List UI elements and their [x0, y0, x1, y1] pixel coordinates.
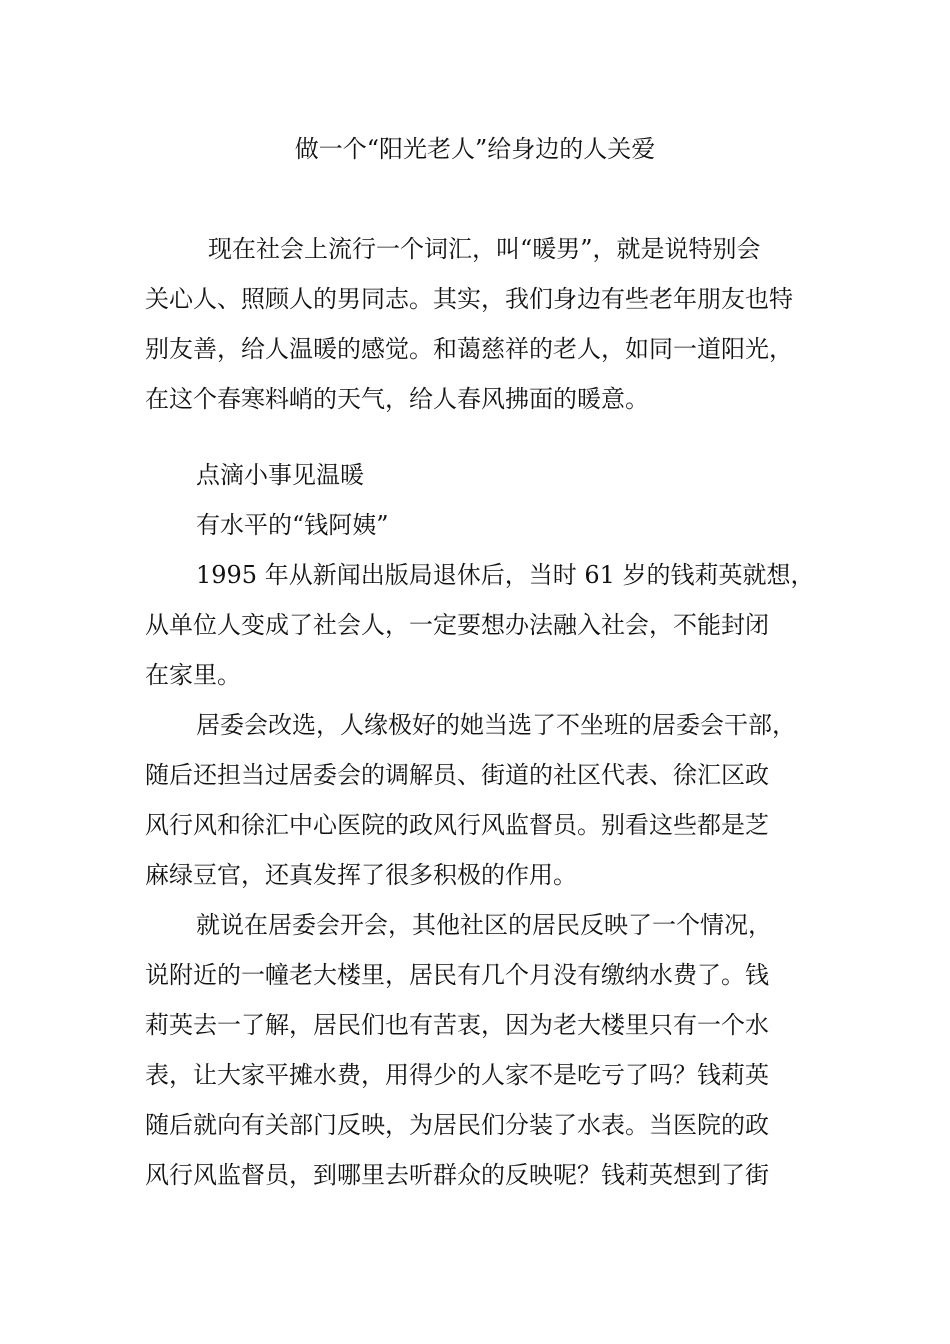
- paragraph-line: 居委会改选，人缘极好的她当选了不坐班的居委会干部，: [196, 711, 796, 739]
- paragraph-line: 从单位人变成了社会人，一定要想办法融入社会，不能封闭: [145, 611, 769, 639]
- document-title: 做一个“阳光老人”给身边的人关爱: [294, 135, 656, 163]
- section-heading: 点滴小事见温暖: [196, 461, 364, 489]
- paragraph-line: 别友善，给人温暖的感觉。和蔼慈祥的老人，如同一道阳光，: [145, 335, 793, 363]
- paragraph-line: 就说在居委会开会，其他社区的居民反映了一个情况，: [196, 911, 772, 939]
- paragraph-line: 表，让大家平摊水费，用得少的人家不是吃亏了吗？钱莉英: [145, 1061, 769, 1089]
- paragraph-line: 说附近的一幢老大楼里，居民有几个月没有缴纳水费了。钱: [145, 961, 769, 989]
- paragraph-line: 在这个春寒料峭的天气，给人春风拂面的暖意。: [145, 385, 649, 413]
- paragraph-line: 莉英去一了解，居民们也有苦衷，因为老大楼里只有一个水: [145, 1011, 769, 1039]
- paragraph-line: 现在社会上流行一个词汇，叫“暖男”，就是说特别会: [208, 235, 761, 263]
- paragraph-line: 1995 年从新闻出版局退休后，当时 61 岁的钱莉英就想，: [196, 561, 815, 589]
- paragraph-line: 随后还担当过居委会的调解员、街道的社区代表、徐汇区政: [145, 761, 769, 789]
- paragraph-line: 风行风和徐汇中心医院的政风行风监督员。别看这些都是芝: [145, 811, 769, 839]
- paragraph-line: 关心人、照顾人的男同志。其实，我们身边有些老年朋友也特: [145, 285, 793, 313]
- paragraph-line: 风行风监督员，到哪里去听群众的反映呢？钱莉英想到了街: [145, 1161, 769, 1189]
- paragraph-line: 麻绿豆官，还真发挥了很多积极的作用。: [145, 861, 577, 889]
- section-subheading: 有水平的“钱阿姨”: [196, 511, 389, 539]
- paragraph-line: 随后就向有关部门反映，为居民们分装了水表。当医院的政: [145, 1111, 769, 1139]
- paragraph-line: 在家里。: [145, 661, 241, 689]
